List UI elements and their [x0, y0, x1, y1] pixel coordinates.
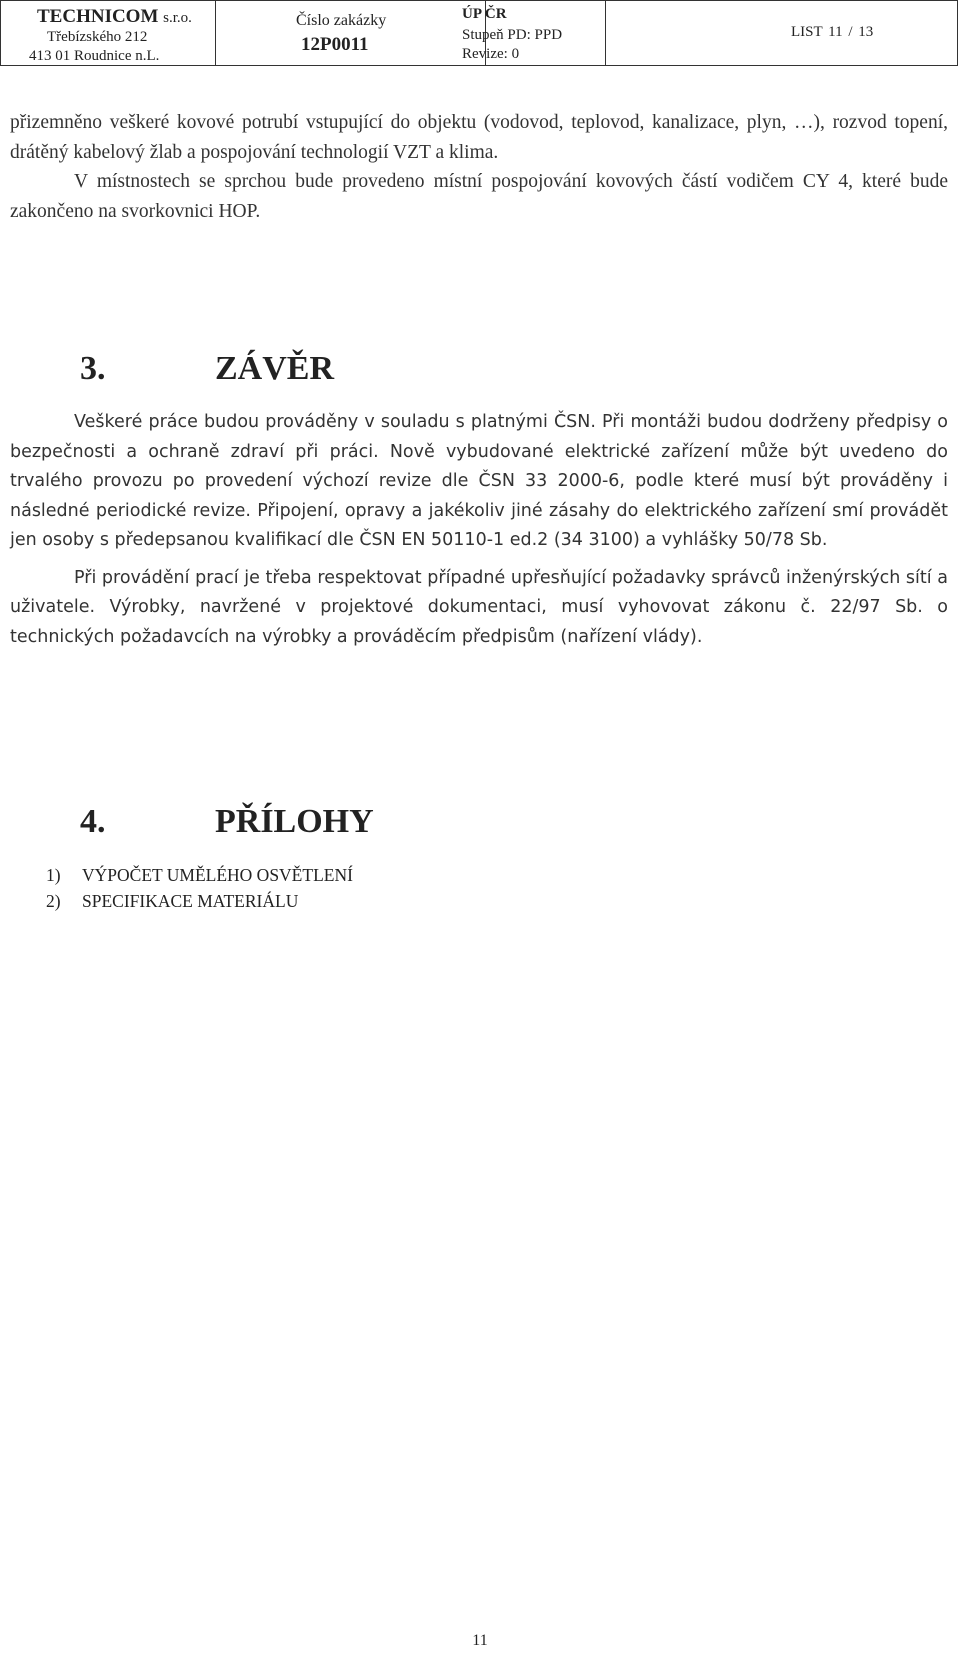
company-info-cell	[1, 1, 216, 65]
page-number: 11	[472, 1632, 488, 1649]
intro-paragraph-1: přizemněno veškeré kovové potrubí vstupující do objektu (vodovod, teplovod, kanalizace, plyn, …), rozvod topení, drátěný kabelový žlab a pospojování technologií VZT a klima.	[10, 112, 948, 163]
attachments-list	[46, 862, 353, 914]
section-3-title: ZÁVĚR	[215, 350, 335, 387]
section-4-title: PŘÍLOHY	[215, 803, 374, 840]
list-item	[46, 888, 353, 914]
project-cell	[462, 1, 606, 65]
sheet-cell	[606, 1, 957, 65]
order-label: Číslo zakázky	[296, 12, 387, 29]
company-suffix: s.r.o.	[163, 10, 192, 26]
sheet-number: LIST 11 / 13	[791, 24, 874, 40]
section-3-number: 3.	[80, 350, 106, 387]
company-name: TECHNICOM s.r.o.	[37, 6, 192, 27]
list-item-label: VÝPOČET UMĚLÉHO OSVĚTLENÍ	[82, 865, 353, 885]
section-4-heading	[80, 803, 374, 841]
document-header	[0, 0, 958, 66]
company-street: Třebízského 212	[47, 29, 148, 45]
company-city: 413 01 Roudnice n.L.	[29, 48, 160, 64]
section-3-paragraph-2: Při provádění prací je třeba respektovat případné upřesňující požadavky správců inženýrských sítí a uživatele. Výrobky, navržené v projektové dokumentaci, musí vyhovovat zákonu č. 22/97 Sb. o technických požadavcích na výrobky a prováděcím předpisům (nařízení vlády).	[10, 567, 948, 647]
order-number: 12P0011	[301, 34, 369, 55]
intro-text	[10, 108, 948, 226]
list-item-label: SPECIFIKACE MATERIÁLU	[82, 891, 299, 911]
section-3-paragraph-1: Veškeré práce budou prováděny v souladu s platnými ČSN. Při montáži budou dodrženy předpisy o bezpečnosti a ochraně zdraví při práci. Nově vybudované elektrické zařízení může být uvedeno do trvalého provozu po provedení výchozí revize dle ČSN 33 2000-6, podle které musí být prováděny i následné periodické revize. Připojení, opravy a jakékoliv jiné zásahy do elektrického zařízení smí provádět jen osoby s předepsanou kvalifikací dle ČSN EN 50110-1 ed.2 (34 3100) a vyhlášky 50/78 Sb.	[10, 412, 948, 550]
list-item	[46, 862, 353, 888]
project-revision: Revize: 0	[462, 46, 520, 62]
project-stage: Stupeň PD: PPD	[462, 27, 563, 43]
section-3-heading	[80, 350, 334, 388]
section-4-number: 4.	[80, 803, 106, 840]
intro-paragraph-2: V místnostech se sprchou bude provedeno místní pospojování kovových částí vodičem CY 4, které bude zakončeno na svorkovnici HOP.	[10, 171, 948, 222]
list-item-number: 1)	[46, 865, 61, 885]
section-3-text	[10, 408, 948, 652]
project-title: ÚP ČR	[462, 6, 507, 22]
order-cell	[216, 1, 486, 65]
list-item-number: 2)	[46, 891, 61, 911]
